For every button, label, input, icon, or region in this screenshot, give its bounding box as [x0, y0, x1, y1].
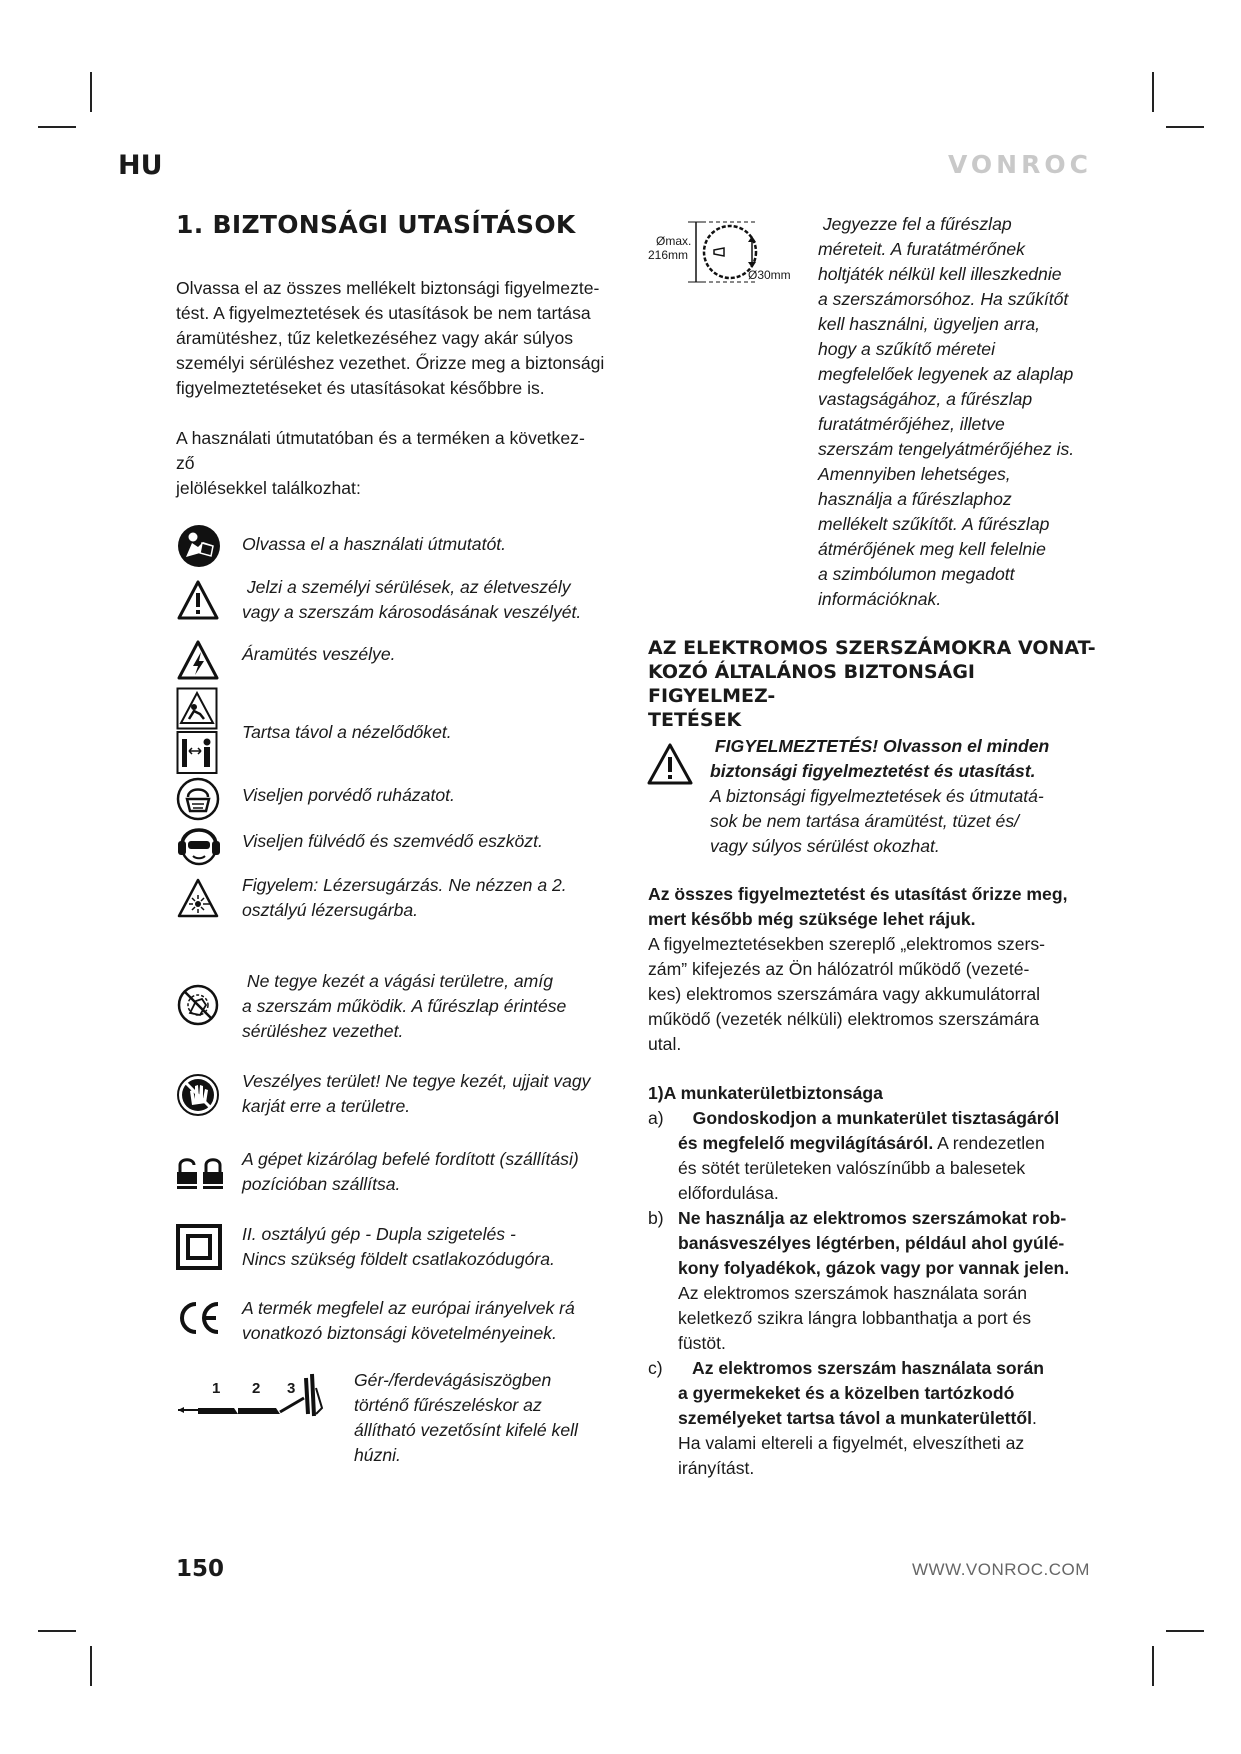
warning-icon: [176, 579, 220, 621]
text-line: Jegyezze fel a fűrészlap: [818, 214, 1012, 234]
website-url: WWW.VONROC.COM: [912, 1560, 1090, 1579]
text-line: füstöt.: [678, 1333, 726, 1353]
symbol-text: Jelzi a személyi sérülések, az életveszély: [242, 577, 571, 597]
symbol-text: Tartsa távol a nézelődőket.: [242, 722, 452, 742]
page-number: 150: [176, 1556, 225, 1582]
symbol-text: karját erre a területre.: [242, 1096, 411, 1116]
list-label: b): [648, 1208, 664, 1228]
text-line: és megfelelő megvilágításáról.: [678, 1133, 934, 1153]
work-area-section: [648, 1081, 1098, 1481]
general-safety-heading: [648, 636, 1098, 732]
text-line: mert később még szüksége lehet rájuk.: [648, 909, 976, 929]
symbol-row: [176, 575, 626, 643]
danger-zone-icon: [176, 1073, 220, 1117]
text-line: a szerszámorsóhoz. Ha szűkítőt: [818, 289, 1069, 309]
text-line: előfordulása.: [678, 1183, 779, 1203]
blade-max-label: Ømax.: [656, 234, 692, 248]
keep-instructions: [648, 882, 1098, 1057]
ear-eye-protection-icon: [176, 823, 222, 867]
text-line: kes) elektromos szerszámára vagy akkumulátorral: [648, 984, 1041, 1004]
text-line: a gyermekeket és a közelben tartózkodó: [678, 1383, 1015, 1403]
crop-mark: [1152, 72, 1154, 112]
section-title: 1. BIZTONSÁGI UTASÍTÁSOK: [176, 210, 576, 239]
warning-text: vagy súlyos sérülést okozhat.: [710, 836, 940, 856]
symbol-text: Viseljen porvédő ruházatot.: [242, 785, 455, 805]
text-line: ző: [176, 453, 195, 473]
text-line: utal.: [648, 1034, 682, 1054]
intro-paragraph: [176, 276, 626, 401]
symbol-text: Ne tegye kezét a vágási területre, amíg: [242, 971, 553, 991]
list-item: [648, 1106, 1098, 1206]
fence-step-number: 2: [252, 1380, 261, 1397]
blade-block: [648, 210, 1098, 610]
dust-mask-icon: [176, 777, 220, 821]
text-line: személyi sérüléshez vezethet. Őrizze meg a biztonsági: [176, 353, 605, 373]
text-line: hogy a szűkítő méretei: [818, 339, 996, 359]
symbol-text: Figyelem: Lézersugárzás. Ne nézzen a 2.: [242, 875, 567, 895]
text-line: zám” kifejezés az Ön hálózatról működő (vezeté-: [648, 959, 1030, 979]
crop-mark: [1166, 126, 1204, 128]
text-line: Gondoskodjon a munkaterület tisztaságáról: [678, 1108, 1060, 1128]
text-line: működő (vezeték nélküli) elektromos szerszámára: [648, 1009, 1040, 1029]
crop-mark: [1166, 1630, 1204, 1632]
list-item: [648, 1356, 1098, 1481]
manual-icon: [176, 523, 222, 569]
text-line: keletkező szikra lángra lobbanthatja a port és: [678, 1308, 1032, 1328]
symbol-row: [176, 1296, 626, 1368]
text-line: személyeket tartsa távol a munkaterülettől: [678, 1408, 1032, 1428]
symbol-text: történő fűrészeléskor az: [354, 1395, 542, 1415]
fence-slide-icon: [176, 1368, 341, 1424]
warning-block: [648, 734, 1098, 860]
symbol-text: állítható vezetősínt kifelé kell: [354, 1420, 578, 1440]
text-line: áramütéshez, tűz keletkezéséhez vagy akár súlyos: [176, 328, 574, 348]
no-hands-blade-icon: [176, 983, 220, 1027]
text-line: A rendezetlen: [933, 1133, 1045, 1153]
symbol-row: [176, 969, 626, 1069]
blade-diameter-icon: [648, 220, 803, 290]
text-line: méreteit. A furatátmérőnek: [818, 239, 1025, 259]
text-line: .: [1031, 1408, 1037, 1428]
crop-mark: [90, 72, 92, 112]
language-code: HU: [118, 150, 163, 181]
text-line: holtjáték nélkül kell illeszkednie: [818, 264, 1062, 284]
symbol-text: pozícióban szállítsa.: [242, 1174, 401, 1194]
text-line: használja a fűrészlaphoz: [818, 489, 1012, 509]
symbol-text: Veszélyes terület! Ne tegye kezét, ujjait vagy: [242, 1071, 591, 1091]
text-line: Amennyiben lehetséges,: [818, 464, 1011, 484]
text-line: Az elektromos szerszám használata során: [678, 1358, 1045, 1378]
crop-mark: [38, 126, 76, 128]
brand-logo: VONROC: [948, 150, 1092, 179]
text-line: Ha valami eltereli a figyelmét, elveszítheti az: [678, 1433, 1025, 1453]
text-line: információknak.: [818, 589, 942, 609]
symbol-text: sérüléshez vezethet.: [242, 1021, 404, 1041]
symbol-text: a szerszám működik. A fűrészlap érintése: [242, 996, 567, 1016]
text-line: furatátmérőjéhez, illetve: [818, 414, 1005, 434]
text-line: Az elektromos szerszámok használata során: [678, 1283, 1028, 1303]
symbol-row: [176, 687, 626, 783]
symbol-row: [176, 829, 626, 875]
symbol-row: [176, 783, 626, 829]
warning-icon: [646, 742, 694, 791]
symbol-row: [176, 1147, 626, 1222]
warning-title: biztonsági figyelmeztetést és utasítást.: [710, 761, 1036, 781]
crop-mark: [38, 1630, 76, 1632]
fence-step-number: 3: [287, 1380, 296, 1397]
symbol-text: II. osztályú gép - Dupla szigetelés -: [242, 1224, 516, 1244]
blade-text: [818, 212, 1108, 612]
text-line: a szimbólumon megadott: [818, 564, 1015, 584]
class2-icon: [176, 1224, 222, 1270]
symbol-row: [176, 523, 626, 575]
list-label: a): [648, 1108, 664, 1128]
heading-line: TETÉSEK: [648, 709, 742, 731]
symbol-row: [176, 1222, 626, 1296]
heading-line: AZ ELEKTROMOS SZERSZÁMOKRA VONAT-: [648, 637, 1096, 659]
crop-mark: [90, 1646, 92, 1686]
warning-text: A biztonsági figyelmeztetések és útmutatá-: [710, 786, 1044, 806]
symbol-text: Viseljen fülvédő és szemvédő eszközt.: [242, 831, 543, 851]
text-line: és sötét területeken valószínűbb a balesetek: [678, 1158, 1026, 1178]
text-line: átmérőjének meg kell felelnie: [818, 539, 1046, 559]
warning-title: FIGYELMEZTETÉS! Olvasson el minden: [710, 736, 1050, 756]
text-line: banásveszélyes légtérben, például ahol gyúlé-: [678, 1233, 1065, 1253]
symbol-text: osztályú lézersugárba.: [242, 900, 419, 920]
text-line: Olvassa el az összes mellékelt biztonsági figyelmezte-: [176, 278, 600, 298]
bystanders-icon: [176, 687, 218, 775]
text-line: jelölésekkel találkozhat:: [176, 478, 361, 498]
symbol-text: húzni.: [354, 1445, 401, 1465]
symbol-text: A gépet kizárólag befelé fordított (szállítási): [242, 1149, 579, 1169]
electric-shock-icon: [176, 639, 220, 681]
symbols-intro: [176, 426, 626, 501]
laser-icon: [176, 877, 220, 919]
ce-icon: [176, 1300, 222, 1336]
symbol-text: vonatkozó biztonsági követelményeinek.: [242, 1323, 557, 1343]
symbol-text: Nincs szükség földelt csatlakozódugóra.: [242, 1249, 555, 1269]
text-line: kony folyadékok, gázok vagy por vannak jelen.: [678, 1258, 1070, 1278]
text-line: szerszám tengelyátmérőjéhez is.: [818, 439, 1075, 459]
left-column: [176, 210, 626, 1478]
symbol-text: Gér-/ferdevágásiszögben: [354, 1370, 552, 1390]
fence-symbol-row: [176, 1368, 626, 1478]
blade-bore-label: Ø30mm: [748, 268, 791, 282]
text-line: vastagságához, a fűrészlap: [818, 389, 1033, 409]
text-line: figyelmeztetéseket és utasításokat későbbre is.: [176, 378, 545, 398]
symbol-text: Áramütés veszélye.: [242, 644, 396, 664]
blade-diameter-label: 216mm: [648, 248, 689, 262]
text-line: mellékelt szűkítőt. A fűrészlap: [818, 514, 1050, 534]
list-label: c): [648, 1358, 663, 1378]
symbol-row: [176, 643, 626, 687]
warning-text: sok be nem tartása áramütést, tüzet és/: [710, 811, 1020, 831]
right-column: [648, 210, 1098, 1481]
text-line: tést. A figyelmeztetések és utasítások be nem tartása: [176, 303, 591, 323]
text-line: irányítást.: [678, 1458, 755, 1478]
text-line: A figyelmeztetésekben szereplő „elektromos szers-: [648, 934, 1046, 954]
text-line: A használati útmutatóban és a terméken a következ-: [176, 428, 585, 448]
list-item: [648, 1206, 1098, 1356]
text-line: Ne használja az elektromos szerszámokat rob-: [678, 1208, 1067, 1228]
transport-lock-icon: [176, 1155, 224, 1191]
text-line: kell használni, ügyeljen arra,: [818, 314, 1041, 334]
symbol-text: A termék megfelel az európai irányelvek rá: [242, 1298, 575, 1318]
symbol-text: Olvassa el a használati útmutatót.: [242, 534, 507, 554]
subsection-heading: 1)A munkaterületbiztonsága: [648, 1083, 883, 1103]
text-line: megfelelőek legyenek az alaplap: [818, 364, 1074, 384]
text-line: Az összes figyelmeztetést és utasítást őrizze meg,: [648, 884, 1068, 904]
fence-step-number: 1: [212, 1380, 221, 1397]
symbol-row: [176, 1069, 626, 1147]
symbol-text: vagy a szerszám károsodásának veszélyét.: [242, 602, 582, 622]
crop-mark: [1152, 1646, 1154, 1686]
symbol-row: [176, 875, 626, 969]
heading-line: KOZÓ ÁLTALÁNOS BIZTONSÁGI FIGYELMEZ-: [648, 661, 975, 707]
